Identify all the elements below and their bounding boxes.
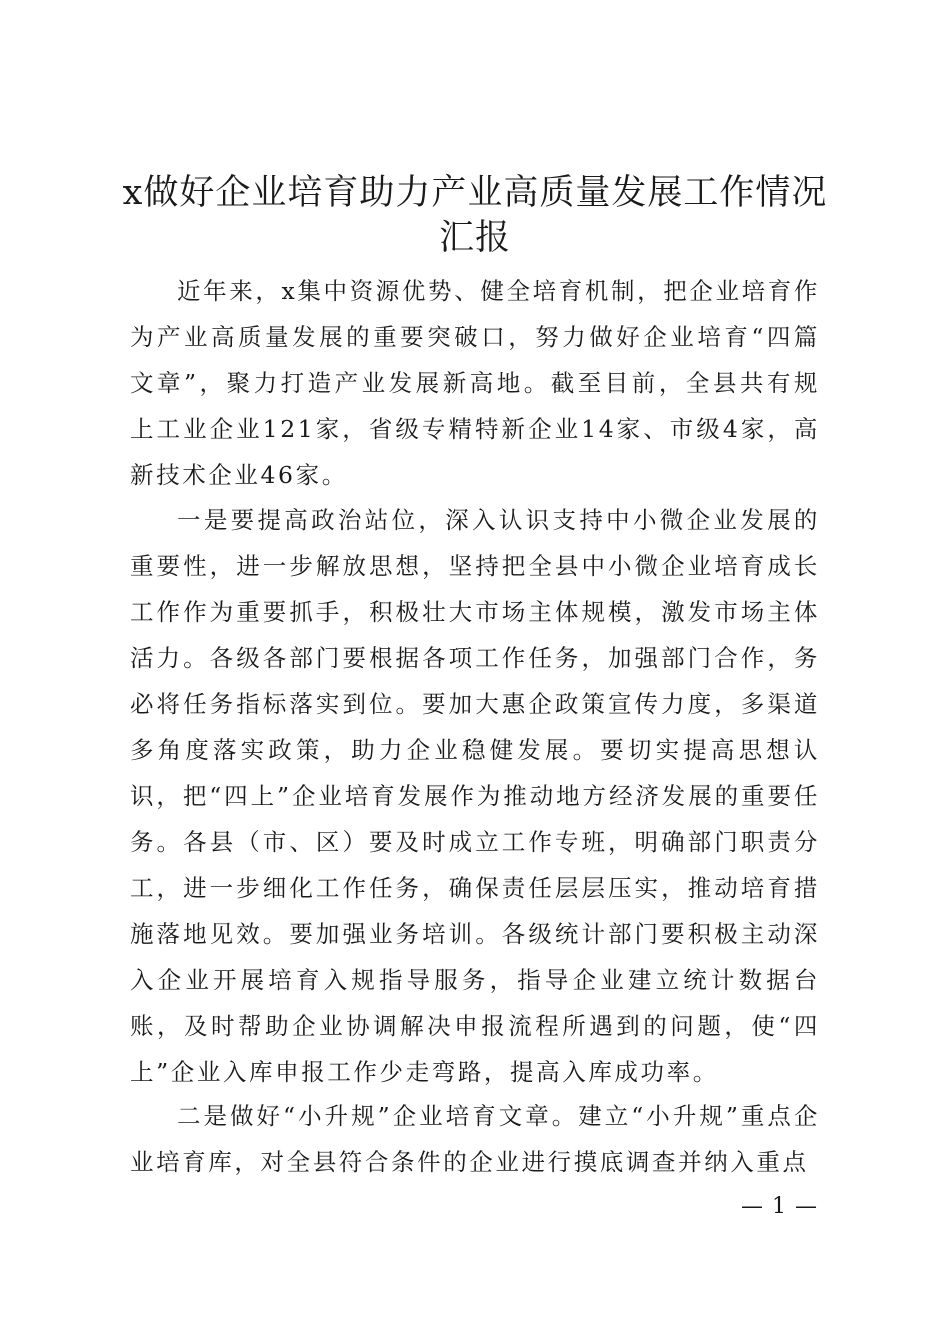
page-number: — 1 —: [741, 1194, 818, 1219]
body-paragraph-intro: 近年来，x集中资源优势、健全培育机制，把企业培育作为产业高质量发展的重要突破口，努力做好企业培育“四篇文章”，聚力打造产业发展新高地。截至目前，全县共有规上工业企业121家，省级专精特新企业14家、市级4家，高新技术企业46家。: [130, 277, 820, 489]
body-paragraph-point-one: 一是要提高政治站位，深入认识支持中小微企业发展的重要性，进一步解放思想，坚持把全县中小微企业培育成长工作作为重要抓手，积极壮大市场主体规模，激发市场主体活力。各级各部门要根据各项工作任务，加强部门合作，务必将任务指标落实到位。要加大惠企政策宣传力度，多渠道多角度落实政策，助力企业稳健发展。要切实提高思想认识，把“四上”企业培育发展作为推动地方经济发展的重要任务。各县（市、区）要及时成立工作专班，明确部门职责分工，进一步细化工作任务，确保责任层层压实，推动培育措施落地见效。要加强业务培训。各级统计部门要积极主动深入企业开展培育入规指导服务，指导企业建立统计数据台账，及时帮助企业协调解决申报流程所遇到的问题，使“四上”企业入库申报工作少走弯路，提高入库成功率。: [130, 506, 820, 1086]
document-title-line-1: x做好企业培育助力产业高质量发展工作情况: [122, 173, 828, 213]
body-paragraph-point-two: 二是做好“小升规”企业培育文章。建立“小升规”重点企业培育库，对全县符合条件的企业进行摸底调查并纳入重点: [130, 1102, 820, 1176]
document-title-line-2: 汇报: [438, 218, 511, 258]
